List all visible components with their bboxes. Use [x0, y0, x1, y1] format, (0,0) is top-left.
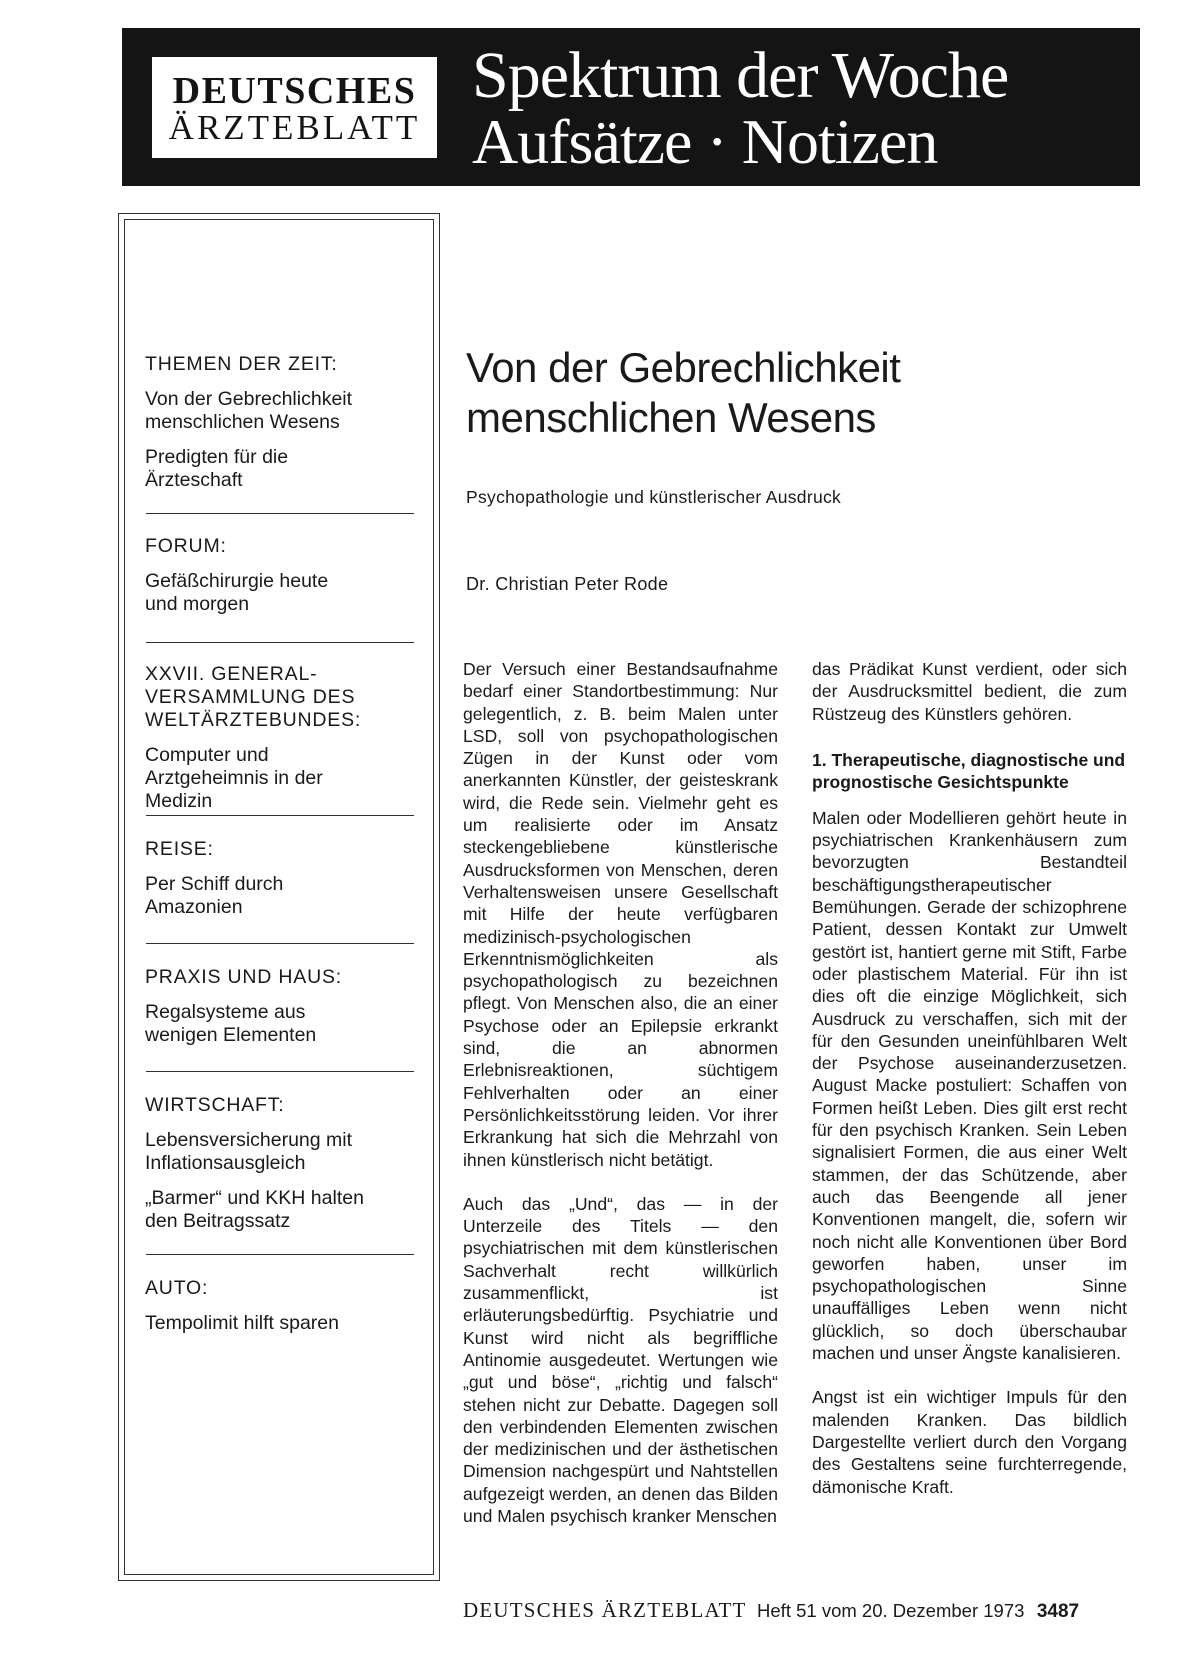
magazine-logo [152, 57, 437, 158]
sidebar-section-auto [145, 1277, 415, 1347]
section-heading: 1. Therapeutische, diagnostische und prognostische Gesichtspunkte [812, 749, 1126, 792]
article-subtitle: Psychopathologie und künstlerischer Ausdruck [466, 487, 842, 507]
sidebar-divider [146, 642, 414, 643]
section-title-line-1: Spektrum der Woche [472, 39, 1009, 112]
sidebar-item: Regalsysteme aus wenigen Elementen [145, 1001, 317, 1046]
sidebar-heading: FORUM: [145, 535, 227, 557]
sidebar-section-wirtschaft [145, 1094, 415, 1245]
sidebar-item: „Barmer“ und KKH halten den Beitragssatz [145, 1187, 364, 1232]
sidebar-section-themen [145, 353, 415, 504]
article-column-2 [812, 658, 1127, 1520]
article-title-line-2: menschlichen Wesens [466, 394, 876, 441]
sidebar-divider [146, 1254, 414, 1255]
footer-magazine-name: DEUTSCHES ÄRZTEBLATT [463, 1598, 747, 1622]
sidebar-item: Tempolimit hilft sparen [145, 1312, 339, 1334]
sidebar-section-reise [145, 838, 415, 931]
sidebar-item: Computer und Arztgeheimnis in der Medizin [145, 744, 323, 812]
sidebar-heading: AUTO: [145, 1277, 209, 1299]
sidebar-divider [146, 1071, 414, 1072]
sidebar-divider [146, 815, 414, 816]
body-paragraph: Angst ist ein wichtiger Impuls für den malenden Kranken. Das bildlich Dargestellte verliert durch den Vorgang des Gestaltens seine furchterregende, dämonische Kraft. [812, 1387, 1127, 1497]
sidebar-item: Per Schiff durch Amazonien [145, 873, 284, 918]
article-title [466, 343, 900, 443]
footer-issue: Heft 51 vom 20. Dezember 1973 [757, 1600, 1025, 1621]
sidebar-divider [146, 943, 414, 944]
sidebar-heading: XXVII. GENERAL-VERSAMMLUNG DES WELTÄRZTEBUNDES: [145, 663, 362, 731]
sidebar-section-forum [145, 535, 415, 628]
sidebar-item: Predigten für die Ärzteschaft [145, 446, 289, 491]
page-number: 3487 [1036, 1601, 1080, 1622]
sidebar-heading: WIRTSCHAFT: [145, 1094, 285, 1116]
sidebar-heading: REISE: [145, 838, 214, 860]
sidebar-heading: THEMEN DER ZEIT: [145, 353, 338, 375]
sidebar-heading: PRAXIS UND HAUS: [145, 966, 343, 988]
sidebar-divider [146, 513, 414, 514]
sidebar-section-praxis [145, 966, 415, 1059]
logo-line-2: ÄRZTEBLATT [168, 108, 421, 147]
sidebar-section-weltaerztebund [145, 663, 415, 825]
body-paragraph: Der Versuch einer Bestandsaufnahme bedarf einer Standortbestimmung: Nur gelegentlich, z. B. beim Malen unter LSD, soll von psychopathologischen Zügen in der Kunst oder vom anerkannten Künstler, der geisteskrank wird, die Rede sein. Vielmehr geht es um realisierte oder im Ansatz steckengebliebene künstlerische Ausdrucksformen von Menschen, deren Verhaltensweisen unsere Gesellschaft mit Hilfe der heute verfügbaren medizinisch-psychologischen Erkenntnismöglichkeiten als psychopathologisch zu bezeichnen pflegt. Von Menschen also, die an einer Psychose oder an Epilepsie erkrankt sind, die an abnormen Erlebnisreaktionen, süchtigem Fehlverhalten oder an einer Persönlichkeitsstörung leiden. Vor ihrer Erkrankung hat sich die Mehrzahl von ihnen künstlerisch nicht betätigt. [463, 659, 778, 1170]
page-footer [463, 1598, 1137, 1623]
section-title-line-2: Aufsätze · Notizen [472, 106, 938, 177]
sidebar-item: Lebensversicherung mit Inflationsausgleich [145, 1129, 353, 1174]
article-title-line-1: Von der Gebrechlichkeit [466, 344, 901, 391]
sidebar-item: Gefäßchirurgie heute und morgen [145, 570, 329, 615]
body-paragraph: Malen oder Modellieren gehört heute in psychiatrischen Krankenhäusern zum bevorzugten Bestandteil beschäftigungstherapeutischer Bemühungen. Gerade der schizophrene Patient, dessen Kontakt zur Umwelt gestört ist, hantiert gerne mit Stift, Farbe oder plastischem Material. Für ihn ist dies oft die einzige Möglichkeit, sich Ausdruck zu verschaffen, sich mit der für den Gesunden uneinfühlbaren Welt der Psychose auseinanderzusetzen. August Macke postuliert: Schaffen von Formen heißt Leben. Dies gilt erst recht für den psychisch Kranken. Sein Leben signalisiert Formen, die aus einer Welt stammen, der das Schützende, aber auch das Beengende all jener Konventionen mangelt, die, sofern wir noch nicht alle Konventionen über Bord geworfen haben, unser im psychopathologischen Sinne unauffälliges Leben wenn nicht glücklich, so doch überschaubar machen und unser Ängste kanalisieren. [812, 807, 1127, 1364]
logo-line-1: DEUTSCHES [172, 70, 417, 112]
article-author: Dr. Christian Peter Rode [466, 574, 669, 594]
body-paragraph: Auch das „Und“, das — in der Unterzeile des Titels — den psychiatrischen mit dem künstlerischen Sachverhalt recht willkürlich zusammenflickt, ist erläuterungsbedürftig. Psychiatrie und Kunst wird nicht als begriffliche Antinomie ausgedeutet. Wertungen wie „gut und böse“, „richtig und falsch“ stehen nicht zur Debatte. Dagegen soll den verbindenden Elementen zwischen der medizinischen und der ästhetischen Dimension nachgespürt und Nahtstellen aufgezeigt werden, an denen das Bilden und Malen psychisch kranker Menschen [463, 1193, 778, 1526]
article-column-1 [463, 658, 778, 1549]
sidebar-item: Von der Gebrechlichkeit menschlichen Wesens [145, 388, 353, 433]
body-paragraph: das Prädikat Kunst verdient, oder sich der Ausdrucksmittel bedient, die zum Rüstzeug des Künstlers gehören. [812, 659, 1127, 724]
